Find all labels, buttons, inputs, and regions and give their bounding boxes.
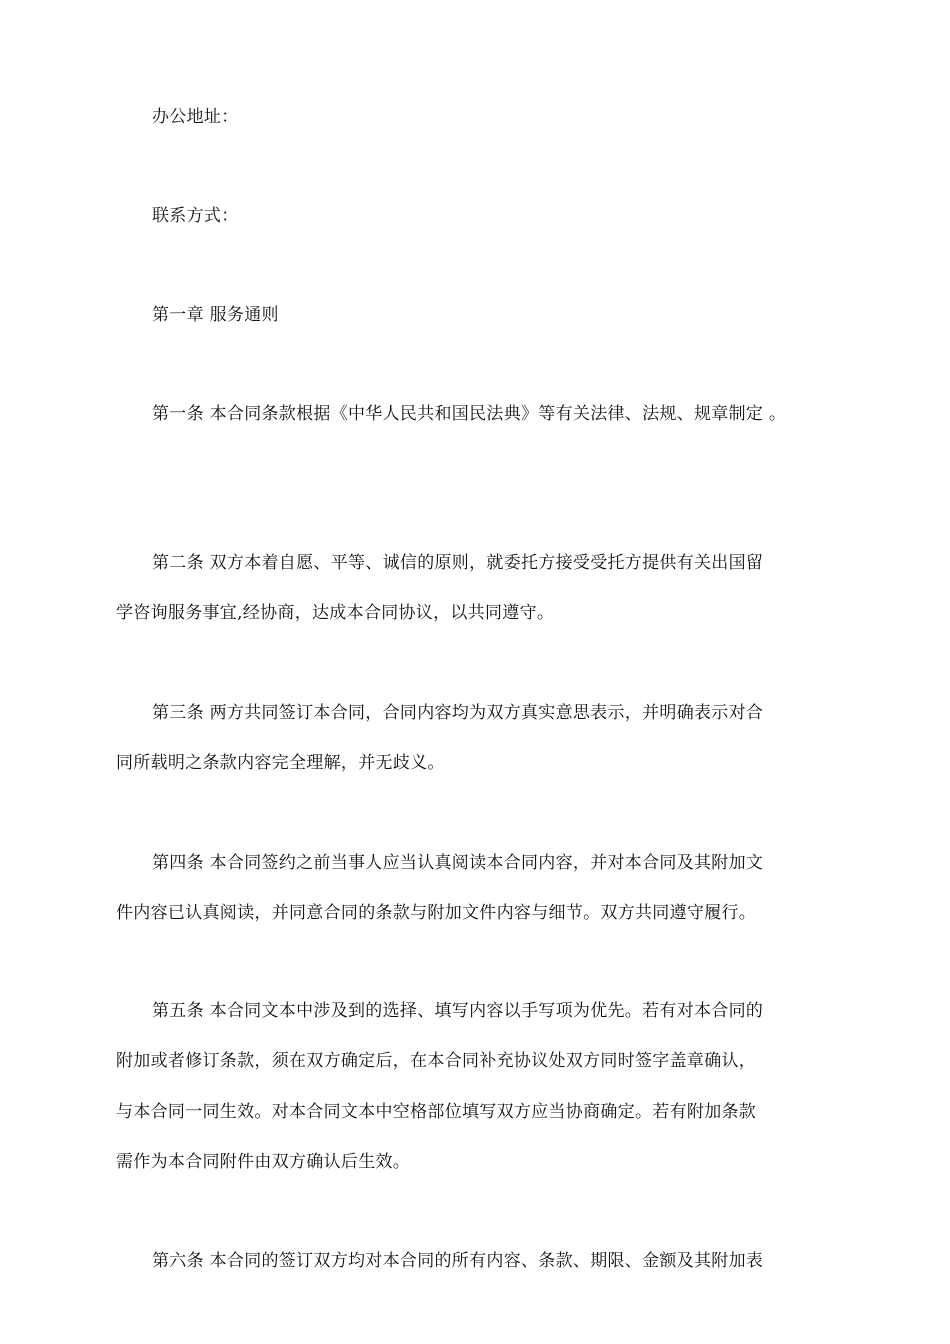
article-4-line-1: 第四条 本合同签约之前当事人应当认真阅读本合同内容，并对本合同及其附加文 [152, 853, 764, 873]
article-4-line-2: 件内容已认真阅读，并同意合同的条款与附加文件内容与细节。双方共同遵守履行。 [116, 903, 757, 923]
article-6-line-1: 第六条 本合同的签订双方均对本合同的所有内容、条款、期限、金额及其附加表 [152, 1251, 764, 1271]
contact-label: 联系方式： [152, 206, 239, 226]
article-5-line-3: 与本合同一同生效。对本合同文本中空格部位填写双方应当协商确定。若有附加条款 [116, 1102, 757, 1122]
article-2-line-2: 学咨询服务事宜,经协商，达成本合同协议，以共同遵守。 [116, 603, 555, 623]
article-5-line-1: 第五条 本合同文本中涉及到的选择、填写内容以手写项为优先。若有对本合同的 [152, 1001, 764, 1021]
article-5-line-2: 附加或者修订条款，须在双方确定后，在本合同补充协议处双方同时签字盖章确认， [116, 1051, 757, 1071]
article-1-text: 第一条 本合同条款根据《中华人民共和国民法典》等有关法律、法规、规章制定 。 [152, 404, 787, 424]
article-5-line-4: 需作为本合同附件由双方确认后生效。 [116, 1152, 411, 1172]
article-3-line-1: 第三条 两方共同签订本合同，合同内容均为双方真实意思表示，并明确表示对合 [152, 703, 764, 723]
office-address-label: 办公地址： [152, 107, 239, 127]
article-3-line-2: 同所载明之条款内容完全理解，并无歧义。 [116, 753, 445, 773]
article-2-line-1: 第二条 双方本着自愿、平等、诚信的原则，就委托方接受受托方提供有关出国留 [152, 553, 764, 573]
chapter-heading: 第一章 服务通则 [152, 305, 279, 325]
